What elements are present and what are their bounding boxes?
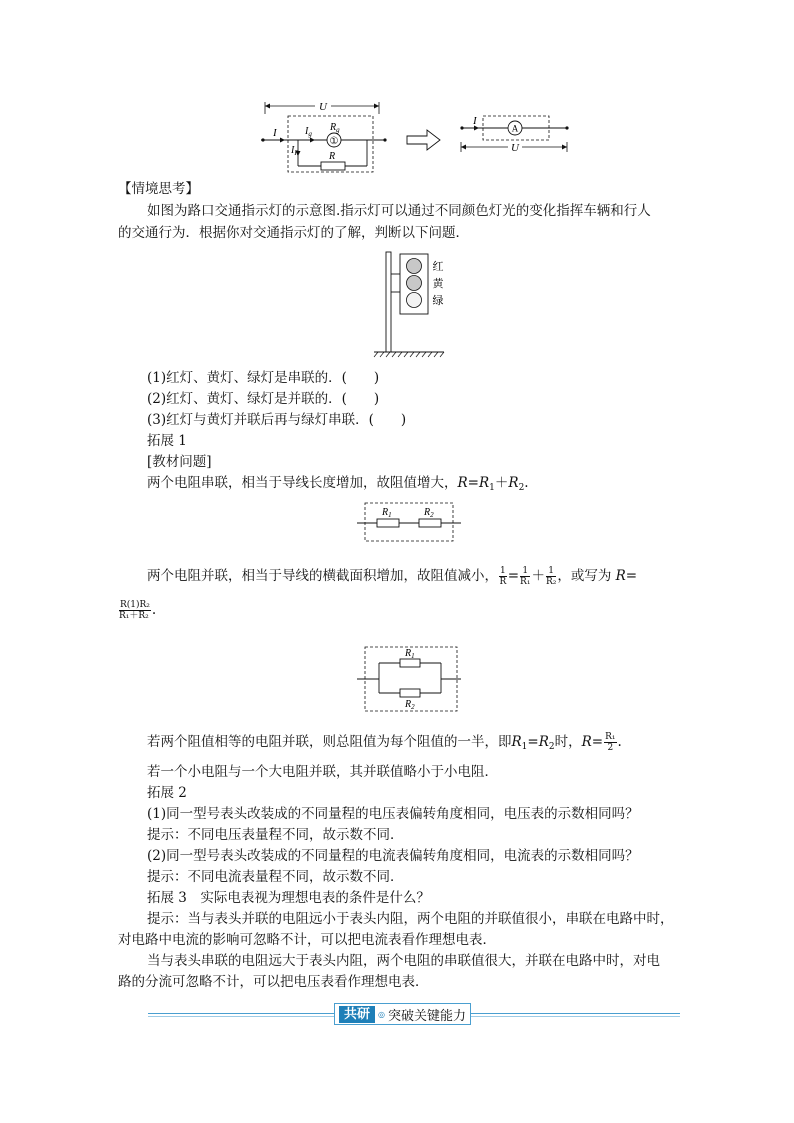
series-circuit-figure	[355, 500, 463, 544]
banner-badge: 共研	[339, 1006, 375, 1023]
textbook-question-label: [教材问题]	[147, 454, 212, 470]
galvanometer-symbol: ①	[329, 136, 339, 147]
question-3: (3)红灯与黄灯并联后再与绿灯串联．( )	[147, 412, 407, 428]
question-2: (2)红灯、黄灯、绿灯是并联的．( )	[147, 391, 380, 407]
intro-text-cont: 的交通行为．根据你对交通指示灯的了解，判断以下问题．	[118, 225, 469, 241]
extension-3-answer-1-cont: 对电路中电流的影响可忽略不计，可以把电流表看作理想电表．	[118, 932, 496, 948]
svg-text:R2: $R_2$	[405, 699, 415, 711]
svg-text:Ig: $I_g$	[305, 126, 312, 138]
extension-2-answer-2: 提示：不同电流表量程不同，故示数不同．	[147, 869, 404, 885]
red-label: 红	[432, 261, 444, 273]
u-label: U	[319, 101, 327, 113]
svg-text:R1: $R_1$	[405, 648, 415, 660]
yellow-label: 黄	[432, 278, 444, 290]
banner-dot-icon: ◎	[378, 1009, 385, 1019]
svg-text:Rg: $R_g$	[330, 122, 340, 134]
svg-text:U: U	[511, 142, 519, 154]
small-big-text: 若一个小电阻与一个大电阻并联，其并联值略小于小电阻．	[147, 764, 498, 780]
extension-2-question-1: (1)同一型号表头改装成的不同量程的电压表偏转角度相同，电压表的示数相同吗？	[147, 806, 639, 822]
svg-text:R1: $R_1$	[382, 507, 392, 519]
svg-text:R: R	[329, 151, 336, 162]
parallel-circuit-figure	[355, 645, 463, 713]
extension-1-title: 拓展 1	[147, 433, 187, 449]
ammeter-symbol: A	[511, 123, 519, 134]
extension-2-answer-1: 提示：不同电压表量程不同，故示数不同．	[147, 827, 404, 843]
equal-resistors-text: 若两个阻值相等的电阻并联，则总阻值为每个阻值的一半，即$R_1=R_2$时，R= $\frac{\text{R₁}}{2}$ .	[147, 732, 622, 753]
svg-text:I: I	[473, 115, 477, 127]
extension-2-question-2: (2)同一型号表头改装成的不同量程的电流表偏转角度相同，电流表的示数相同吗？	[147, 848, 639, 864]
parallel-text: 两个电阻并联，相当于导线的横截面积增加，故阻值减小， $\frac{1}{R}$ = $\frac{1}{\text{R₁}}$ ＋ $\frac{1}{\text{R₂}}$ ，或写为 R=	[147, 566, 638, 587]
red-lamp-icon	[407, 259, 422, 274]
traffic-light-figure	[370, 250, 450, 358]
svg-text:I: I	[273, 127, 277, 139]
section-heading: 【情境思考】	[118, 181, 199, 197]
parallel-formula-cont: $\frac{\text{R(1)R₂}}{\text{R₁＋R₂}}$ .	[119, 600, 157, 621]
yellow-lamp-icon	[407, 276, 422, 291]
galvanometer-shunt-figure	[255, 96, 575, 178]
question-1: (1)红灯、黄灯、绿灯是串联的．( )	[147, 370, 380, 386]
svg-text:R2: $R_2$	[424, 507, 434, 519]
green-lamp-icon	[407, 293, 422, 308]
extension-3-answer-2: 当与表头串联的电阻远大于表头内阻，两个电阻的串联值很大，并联在电路中时，对电	[147, 953, 660, 969]
green-label: 绿	[432, 295, 444, 307]
banner-title: 突破关键能力	[388, 1008, 467, 1024]
section-banner	[148, 1002, 680, 1024]
extension-2-title: 拓展 2	[147, 785, 187, 801]
series-text: 两个电阻串联，相当于导线长度增加，故阻值增大，$R=R_1+R_2$.	[147, 475, 529, 493]
svg-text:IR: $I_R$	[291, 145, 299, 157]
extension-3-answer-2-cont: 路的分流可忽略不计，可以把电压表看作理想电表．	[118, 974, 429, 990]
extension-3-title: 拓展 3 实际电表视为理想电表的条件是什么？	[147, 890, 430, 906]
extension-3-answer-1: 提示：当与表头并联的电阻远小于表头内阻，两个电阻的并联值很小，串联在电路中时，	[147, 911, 674, 927]
intro-text: 如图为路口交通指示灯的示意图.指示灯可以通过不同颜色灯光的变化指挥车辆和行人	[147, 203, 651, 219]
